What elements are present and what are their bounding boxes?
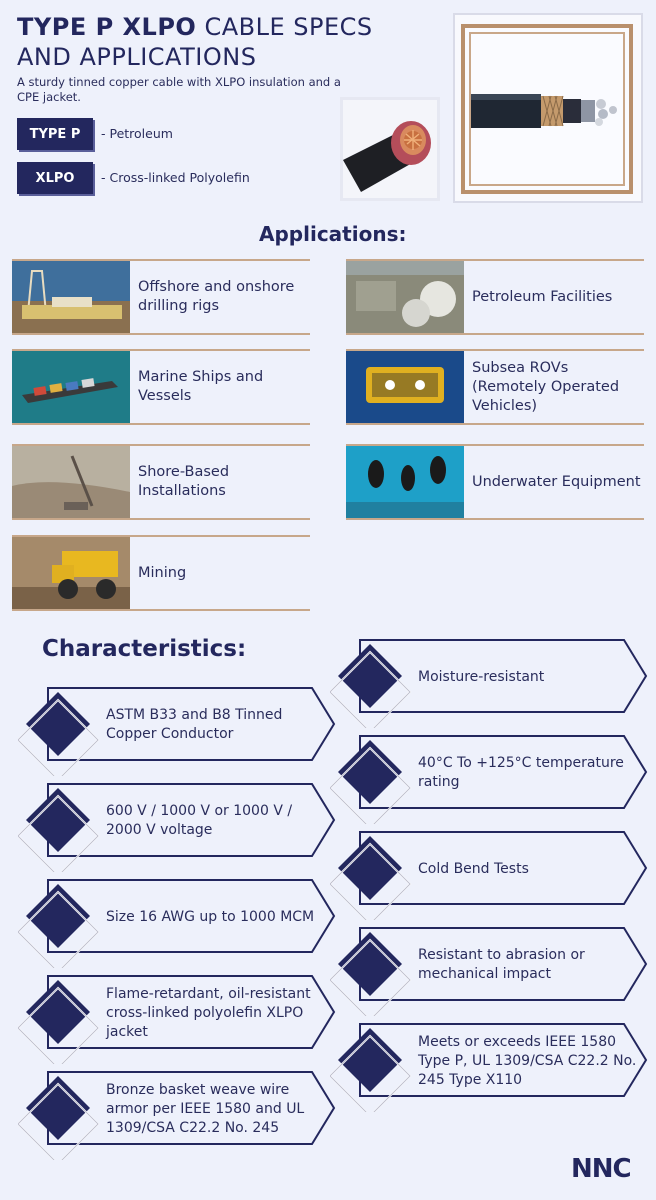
intro-text: A sturdy tinned copper cable with XLPO insulation and a CPE jacket.	[17, 75, 341, 104]
characteristic-label: Bronze basket weave wire armor per IEEE 1580 and UL 1309/CSA C22.2 No. 245	[106, 1081, 305, 1136]
application-label: Marine Ships and Vessels	[138, 369, 264, 404]
characteristic-label: Size 16 AWG up to 1000 MCM	[106, 908, 315, 925]
characteristic-item	[330, 830, 650, 910]
application-label: Mining	[138, 564, 187, 581]
characteristic-label: Flame-retardant, oil-resistant cross-linked polyolefin XLPO jacket	[106, 985, 311, 1040]
cable-layers-icon	[471, 34, 623, 184]
cable-end-icon	[343, 100, 437, 198]
application-label: Offshore and onshore drilling rigs	[138, 279, 295, 314]
tag-type-p-desc: - Petroleum	[101, 126, 173, 141]
title-light-2: AND APPLICATIONS	[17, 43, 257, 71]
cargo-ship-photo	[12, 351, 130, 423]
characteristic-label: 600 V / 1000 V or 1000 V / 2000 V voltage	[106, 803, 293, 838]
cable-cross-section-image	[340, 97, 440, 201]
characteristic-label: Cold Bend Tests	[418, 860, 529, 877]
application-label: Subsea ROVs (Remotely Operated Vehicles)	[472, 359, 620, 414]
application-label: Petroleum Facilities	[472, 288, 613, 305]
characteristic-item	[18, 782, 338, 862]
characteristic-item	[330, 638, 650, 718]
characteristic-label: ASTM B33 and B8 Tinned Copper Conductor	[106, 707, 283, 742]
subsea-rov-photo	[346, 351, 464, 423]
application-card	[346, 444, 644, 520]
characteristic-item	[18, 686, 338, 766]
characteristic-item	[18, 1070, 338, 1150]
application-card	[346, 259, 644, 335]
application-card	[12, 444, 310, 520]
application-card	[12, 259, 310, 335]
application-label: Underwater Equipment	[472, 473, 641, 490]
characteristic-label: 40°C To +125°C temperature rating	[418, 755, 624, 790]
mining-truck-photo	[12, 537, 130, 609]
characteristic-label: Resistant to abrasion or mechanical impact	[418, 947, 585, 982]
petroleum-facility-photo	[346, 261, 464, 333]
cable-cutaway-image	[469, 32, 625, 186]
application-card	[346, 349, 644, 425]
nnc-logo: NNC	[571, 1154, 631, 1184]
applications-title: Applications:	[259, 222, 407, 246]
application-label: Shore-Based Installations	[138, 464, 230, 499]
characteristic-label: Meets or exceeds IEEE 1580 Type P, UL 1309/CSA C22.2 No. 245 Type X110	[418, 1033, 637, 1088]
tag-xlpo-desc: - Cross-linked Polyolefin	[101, 170, 250, 185]
characteristic-item	[330, 926, 650, 1006]
shore-installation-photo	[12, 446, 130, 518]
tag-xlpo: XLPO	[17, 162, 93, 194]
application-card	[12, 535, 310, 611]
characteristic-item	[18, 878, 338, 958]
page-title	[17, 12, 377, 72]
title-light-1: CABLE SPECS	[204, 13, 373, 41]
tag-type-p: TYPE P	[17, 118, 93, 150]
application-card	[12, 349, 310, 425]
characteristic-item	[330, 1022, 650, 1102]
title-bold: TYPE P XLPO	[17, 13, 197, 41]
characteristics-title: Characteristics:	[42, 636, 247, 662]
characteristic-label: Moisture-resistant	[418, 668, 545, 685]
characteristic-item	[18, 974, 338, 1054]
divers-photo	[346, 446, 464, 518]
characteristic-item	[330, 734, 650, 814]
drilling-rig-photo	[12, 261, 130, 333]
